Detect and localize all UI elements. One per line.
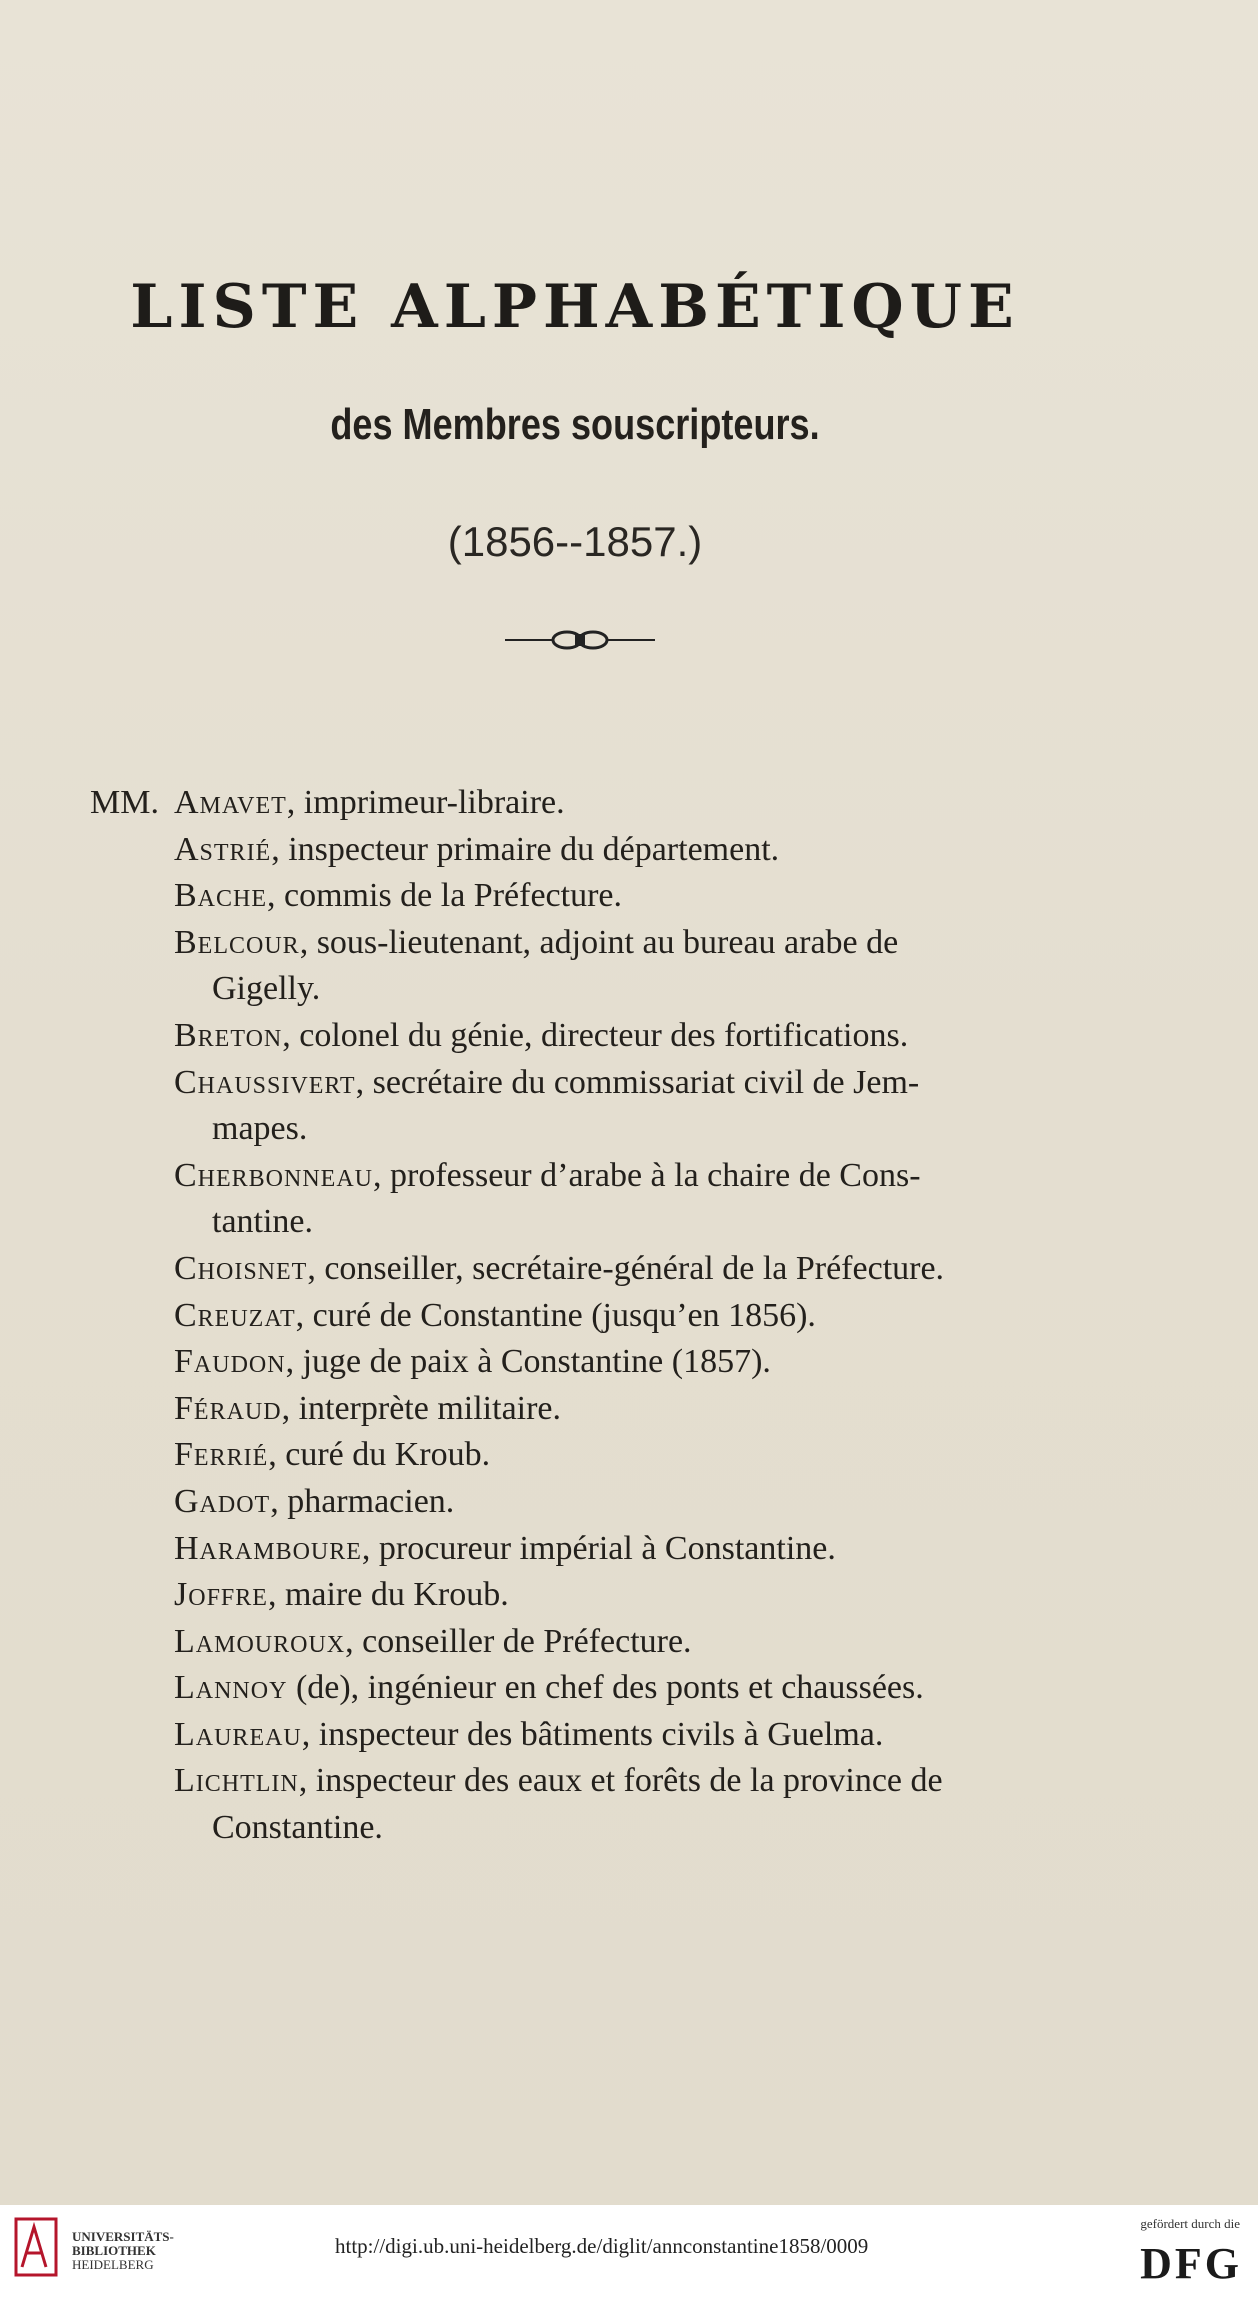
permalink-url[interactable]: http://digi.ub.uni-heidelberg.de/diglit/annconstantine1858/0009 <box>335 2234 869 2258</box>
member-name: Chaussivert <box>174 1063 356 1101</box>
member-description: , inspecteur des eaux et forêts de la province de <box>298 1762 943 1800</box>
member-description-continued: Constantine. <box>212 1809 383 1847</box>
member-name: Féraud <box>174 1389 282 1427</box>
member-name: Ferrié <box>174 1436 269 1474</box>
member-name: Lamouroux <box>174 1622 346 1660</box>
funder-logo[interactable]: DFG <box>1140 2239 1242 2288</box>
list-item <box>90 873 1090 920</box>
list-item <box>90 1386 1090 1433</box>
list-item <box>90 1339 1090 1386</box>
list-item <box>90 1246 1090 1293</box>
list-item <box>90 1432 1090 1479</box>
list-item <box>90 1479 1090 1526</box>
member-description: , curé de Constantine (jusqu’en 1856). <box>295 1296 816 1334</box>
list-item <box>90 827 1090 874</box>
page-years: (1856--1857.) <box>447 518 703 565</box>
member-description: , colonel du génie, directeur des fortifications. <box>282 1016 909 1054</box>
page-subtitle: des Membres souscripteurs. <box>330 400 820 449</box>
member-description: , sous-lieutenant, adjoint au bureau arabe de <box>299 923 899 961</box>
member-description: , inspecteur primaire du département. <box>271 830 780 868</box>
list-item <box>90 1153 1090 1246</box>
member-description: , juge de paix à Constantine (1857). <box>285 1343 771 1381</box>
member-description: , imprimeur-libraire. <box>286 784 565 821</box>
uni-line-3: HEIDELBERG <box>72 2257 154 2272</box>
member-description: , conseiller, secrétaire-général de la Préfecture. <box>307 1249 945 1287</box>
member-name: Amavet <box>174 784 287 821</box>
member-description: , commis de la Préfecture. <box>267 877 622 915</box>
list-item <box>90 920 1090 1013</box>
list-item <box>90 1526 1090 1573</box>
member-description: , interprète militaire. <box>281 1389 562 1427</box>
members-list <box>90 780 1090 1852</box>
member-description: , pharmacien. <box>270 1482 455 1520</box>
uni-line-2: BIBLIOTHEK <box>72 2243 156 2258</box>
list-item <box>90 1060 1090 1153</box>
list-item <box>90 1712 1090 1759</box>
member-name: Choisnet <box>174 1249 308 1287</box>
member-name: Joffre <box>174 1576 268 1614</box>
member-description-continued: Gigelly. <box>212 970 321 1008</box>
ornament-divider-icon <box>505 625 655 655</box>
university-library-logo-icon[interactable] <box>12 2213 62 2283</box>
member-description: , maire du Kroub. <box>267 1576 509 1614</box>
member-name: Creuzat <box>174 1296 296 1334</box>
member-description: , professeur d’arabe à la chaire de Cons- <box>373 1156 921 1194</box>
list-item <box>90 1293 1090 1340</box>
member-description: , procureur impérial à Constantine. <box>361 1529 836 1567</box>
member-name: Faudon <box>174 1343 286 1381</box>
member-description: , inspecteur des bâtiments civils à Guelma. <box>301 1715 884 1753</box>
list-item <box>90 1572 1090 1619</box>
page-title: LISTE ALPHABÉTIQUE <box>130 272 1020 342</box>
member-name: Astrié <box>174 830 272 868</box>
member-description: (de), ingénieur en chef des ponts et chaussées. <box>287 1669 924 1707</box>
uni-line-1: UNIVERSITÄTS- <box>72 2229 174 2244</box>
list-item <box>90 1013 1090 1060</box>
list-item <box>90 1758 1090 1851</box>
list-item <box>90 1619 1090 1666</box>
member-name: Haramboure <box>174 1529 362 1567</box>
university-name[interactable] <box>72 2230 174 2272</box>
member-description-continued: mapes. <box>212 1110 308 1148</box>
member-name: Cherbonneau <box>174 1156 374 1194</box>
member-name: Belcour <box>174 923 300 961</box>
member-description-continued: tantine. <box>212 1203 314 1241</box>
member-name: Laureau <box>174 1715 302 1753</box>
member-description: , secrétaire du commissariat civil de Jem- <box>355 1063 920 1101</box>
member-name: Lichtlin <box>174 1762 299 1800</box>
member-name: Bache <box>174 877 268 915</box>
member-name: Gadot <box>174 1482 271 1520</box>
list-item <box>90 1665 1090 1712</box>
entry-prefix: MM. <box>90 784 159 821</box>
member-name: Lannoy <box>174 1669 288 1707</box>
funding-label: gefördert durch die <box>1140 2216 1240 2231</box>
list-item <box>90 780 1090 827</box>
member-description: , conseiller de Préfecture. <box>345 1622 692 1660</box>
member-description: , curé du Kroub. <box>268 1436 491 1474</box>
member-name: Breton <box>174 1016 283 1054</box>
